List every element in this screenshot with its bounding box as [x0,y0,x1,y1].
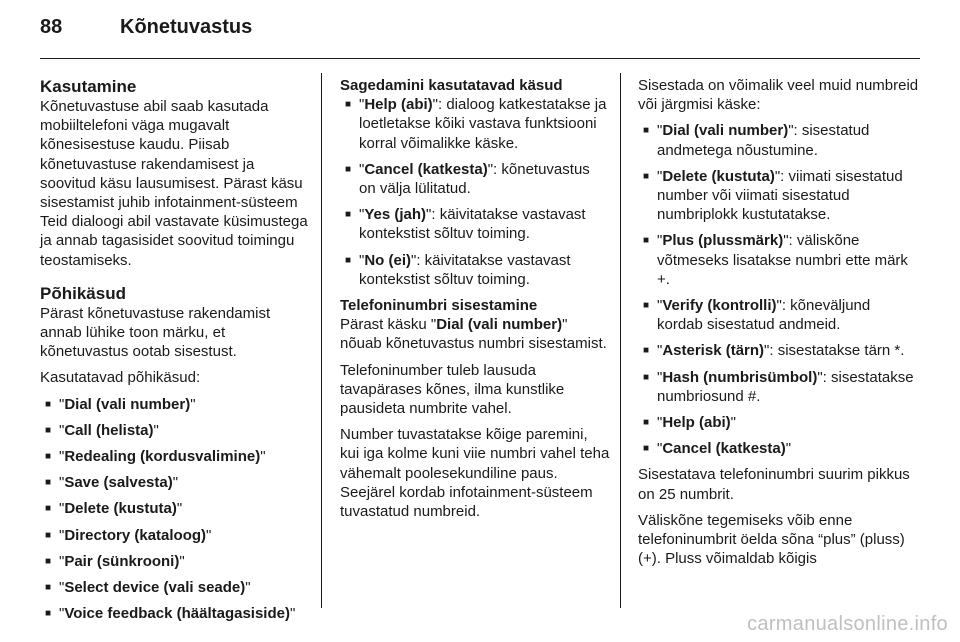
command-name: Yes (jah) [364,206,427,224]
paragraph: Väliskõne tegemiseks võib enne telefoninumbrit öelda sõna “plus” (pluss) (+). Pluss võimaldab kõigis [638,511,905,568]
command-list [638,121,920,458]
list-item: ■ "Help (abi)": dialoog katkestatakse ja loetletakse kõiki vastava funktsiooni korral võimalikke käske. [345,96,607,152]
list-item: ■ "Delete (kustuta)": viimati sisestatud number või viimati sisestatud numbriplokk kustutatakse. [643,167,903,224]
subsection-heading: Sagedamini kasutatavad käsud [340,77,563,94]
bullet-icon: ■ [643,125,650,137]
list-item: ■ "Voice feedback (häältagasiside)" [45,605,296,623]
command-name: Cancel (katkesta) [364,160,488,178]
command-name: Verify (kontrolli) [662,297,777,315]
watermark: carmanualsonline.info [747,613,948,635]
command-name: Directory (kataloog) [64,526,207,544]
paragraph: Number tuvastatakse kõige paremini, kui iga kolme kuni viie numbri vahel teha vähemalt poolesekundiline paus. Seejärel kordab infotainment-süsteem tuvastatud numbreid. [340,426,610,521]
bullet-icon: ■ [45,424,52,436]
list-item: ■ "Pair (sünkrooni)" [45,552,185,570]
bullet-icon: ■ [345,254,352,266]
command-name: Help (abi) [662,414,731,432]
command-name: Delete (kustuta) [662,167,775,185]
command-list [340,95,610,289]
column-divider-2 [620,73,621,608]
list-item: ■ "Dial (vali number)": sisestatud andmetega nõustumine. [643,122,870,159]
command-name: Dial (vali number) [436,316,563,334]
list-item: ■ "Delete (kustuta)" [45,500,183,518]
column-2 [340,76,610,528]
list-item: ■ "Call (helista)" [45,421,159,439]
bullet-icon: ■ [345,209,352,221]
column-1 [40,76,312,630]
command-name: Hash (numbrisümbol) [662,368,818,386]
command-name: Asterisk (tärn) [662,342,765,360]
bullet-icon: ■ [45,555,52,567]
list-item: ■ "Dial (vali number)" [45,395,196,413]
command-list [40,395,312,624]
list-item: ■ "Redealing (kordusvalimine)" [45,448,266,466]
list-item: ■ "Cancel (katkesta)" [643,440,792,458]
command-name: Dial (vali number) [64,395,191,413]
bullet-icon: ■ [45,398,52,410]
section-heading-pohikasud: Põhikäsud [40,283,126,303]
bullet-icon: ■ [643,345,650,357]
header-rule [40,58,920,59]
page-title: Kõnetuvastus [120,16,253,38]
section-heading-kasutamine: Kasutamine [40,77,137,96]
list-item: ■ "Verify (kontrolli)": kõneväljund kordab sisestatud andmeid. [643,297,871,334]
bullet-icon: ■ [345,163,352,175]
bullet-icon: ■ [45,451,52,463]
paragraph: Telefoninumber tuleb lausuda tavapärases kõnes, ilma kunstlike pausideta numbrite vahel. [340,361,565,418]
command-name: Help (abi) [364,96,433,114]
list-item: ■ "Directory (kataloog)" [45,526,212,544]
bullet-icon: ■ [643,371,650,383]
list-item: ■ "Save (salvesta)" [45,474,179,492]
paragraph: Pärast kõnetuvastuse rakendamist annab lühike toon märku, et kõnetuvastus ootab sisestust. [40,304,271,361]
list-item: ■ "Hash (numbrisümbol)": sisestatakse numbriosund #. [643,368,914,405]
command-name: Pair (sünkrooni) [64,552,180,570]
column-3 [638,76,920,575]
bullet-icon: ■ [643,443,650,455]
list-item: ■ "Yes (jah)": käivitatakse vastavast kontekstist sõltuv toiming. [345,206,586,243]
command-name: Call (helista) [64,421,154,439]
page-number: 88 [40,16,63,38]
paragraph: Sisestatava telefoninumbri suurim pikkus on 25 numbrit. [638,466,910,503]
command-name: Dial (vali number) [662,122,789,140]
list-item: ■ "Cancel (katkesta)": kõnetuvastus on välja lülitatud. [345,160,590,198]
list-item: ■ "No (ei)": käivitatakse vastavast kontekstist sõltuv toiming. [345,251,571,288]
command-name: Redealing (kordusvalimine) [64,448,261,466]
list-item: ■ "Help (abi)" [643,414,736,432]
command-name: Cancel (katkesta) [662,440,786,458]
list-item: ■ "Plus (plussmärk)": väliskõne võtmeseks lisatakse numbri ette märk +. [643,232,908,288]
list-item: ■ "Select device (vali seade)" [45,579,251,597]
bullet-icon: ■ [45,477,52,489]
command-name: Voice feedback (häältagasiside) [64,605,290,623]
bullet-icon: ■ [643,300,650,312]
bullet-icon: ■ [643,417,650,429]
bullet-icon: ■ [45,503,52,515]
command-name: Save (salvesta) [64,474,173,492]
bullet-icon: ■ [345,99,352,111]
command-name: Delete (kustuta) [64,500,177,518]
bullet-icon: ■ [45,529,52,541]
list-item: ■ "Asterisk (tärn)": sisestatakse tärn *. [643,342,905,360]
bullet-icon: ■ [643,235,650,247]
paragraph: Kasutatavad põhikäsud: [40,369,201,387]
bullet-icon: ■ [643,170,650,182]
command-name: Select device (vali seade) [64,579,246,597]
paragraph: Sisestada on võimalik veel muid numbreid või järgmisi käske: [638,77,919,114]
column-divider-1 [321,73,322,608]
command-name: No (ei) [364,251,411,269]
command-name: Plus (plussmärk) [662,232,784,250]
bullet-icon: ■ [45,582,52,594]
bullet-icon: ■ [45,608,52,620]
subsection-heading: Telefoninumbri sisestamine [340,297,538,315]
page-header [40,16,252,50]
paragraph: Pärast käsku "Dial (vali number)" nõuab kõnetuvastus numbri sisestamist. [340,316,607,353]
paragraph: Kõnetuvastuse abil saab kasutada mobiiltelefoni väga mugavalt kõnesisestuse kaudu. Piisab kõnetuvastuse rakendamisest ja soovitud käsu lausumisest. Pärast käsu sisestamist juhib infotainment-süsteem Teid dialoogi abil vastavate küsimustega ja annab tagasisidet soovitud toimingu teostamiseks. [40,98,308,269]
